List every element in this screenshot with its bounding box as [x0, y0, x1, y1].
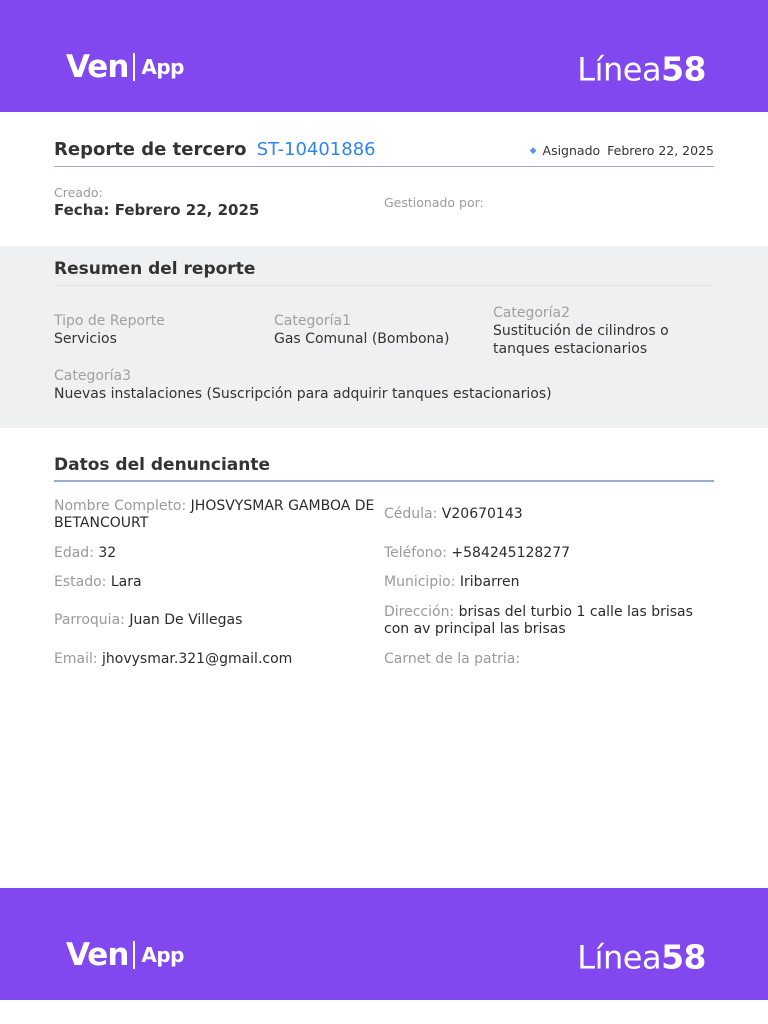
age-label: Edad: — [54, 545, 94, 561]
state-value: Lara — [110, 574, 142, 590]
parish-value: Juan De Villegas — [129, 612, 243, 628]
logo-linea-number: 58 — [661, 937, 706, 977]
logo-app-text: App — [141, 943, 185, 967]
linea58-logo-footer — [577, 938, 706, 977]
email-value: jhovysmar.321@gmail.com — [102, 651, 293, 667]
complainant-heading: Datos del denunciante — [54, 455, 271, 475]
summary-heading: Resumen del reporte — [54, 259, 256, 279]
email-field — [54, 651, 379, 668]
phone-field — [384, 545, 714, 562]
cedula-field — [384, 506, 714, 523]
assigned-label: Asignado — [542, 143, 601, 158]
address-label: Dirección: — [384, 604, 455, 620]
managed-by-label: Gestionado por: — [384, 195, 484, 210]
municipality-label: Municipio: — [384, 574, 456, 590]
category3-label: Categoría3 — [54, 368, 132, 384]
complainant-divider — [54, 480, 714, 482]
logo-ven-text: Ven — [66, 49, 129, 85]
category2-label: Categoría2 — [493, 305, 571, 321]
logo-linea-number: 58 — [661, 49, 706, 89]
header-band — [0, 0, 768, 112]
address-field — [384, 604, 714, 638]
logo-separator — [133, 53, 135, 81]
created-date: Fecha: Febrero 22, 2025 — [54, 201, 260, 219]
parish-label: Parroquia: — [54, 612, 125, 628]
report-header — [54, 139, 714, 167]
email-label: Email: — [54, 651, 98, 667]
linea58-logo — [577, 50, 706, 89]
phone-value: +584245128277 — [451, 545, 571, 561]
cedula-value: V20670143 — [441, 506, 523, 522]
state-field — [54, 574, 379, 591]
logo-linea-word: Línea — [577, 50, 662, 89]
carnet-field — [384, 651, 714, 668]
category2-value: Sustitución de cilindros o tanques estacionarios — [493, 323, 669, 357]
summary-divider — [54, 285, 714, 286]
age-value: 32 — [98, 545, 117, 561]
state-label: Estado: — [54, 574, 107, 590]
full-name-field — [54, 498, 379, 532]
assigned-date: Febrero 22, 2025 — [607, 143, 714, 158]
carnet-label: Carnet de la patria: — [384, 651, 521, 667]
status-dot-icon: ◆ — [529, 145, 537, 156]
logo-app-text: App — [141, 55, 185, 79]
report-summary — [0, 246, 768, 428]
report-title-text: Reporte de tercero — [54, 139, 247, 160]
category3-value: Nuevas instalaciones (Suscripción para adquirir tanques estacionarios) — [54, 386, 552, 402]
age-field — [54, 545, 379, 562]
parish-field — [54, 612, 379, 629]
report-title — [54, 139, 376, 160]
created-label: Creado: — [54, 185, 103, 200]
cedula-label: Cédula: — [384, 506, 438, 522]
logo-separator — [133, 941, 135, 969]
category2-field — [493, 304, 713, 358]
report-type-label: Tipo de Reporte — [54, 313, 165, 329]
report-type-field — [54, 312, 165, 348]
logo-linea-word: Línea — [577, 938, 662, 977]
category1-label: Categoría1 — [274, 313, 352, 329]
category3-field — [54, 367, 714, 403]
footer-band — [0, 888, 768, 1000]
municipality-field — [384, 574, 714, 591]
assigned-status — [530, 143, 714, 158]
category1-value: Gas Comunal (Bombona) — [274, 331, 450, 347]
venapp-logo-footer — [66, 937, 184, 973]
phone-label: Teléfono: — [384, 545, 447, 561]
municipality-value: Iribarren — [459, 574, 520, 590]
full-name-label: Nombre Completo: — [54, 498, 187, 514]
logo-ven-text: Ven — [66, 937, 129, 973]
category1-field — [274, 312, 449, 348]
address-value: brisas del turbio 1 calle las brisas con av principal las brisas — [384, 604, 693, 637]
report-type-value: Servicios — [54, 331, 117, 347]
report-id: ST-10401886 — [256, 139, 376, 160]
venapp-logo — [66, 49, 184, 85]
full-name-value: JHOSVYSMAR GAMBOA DE BETANCOURT — [54, 498, 375, 531]
